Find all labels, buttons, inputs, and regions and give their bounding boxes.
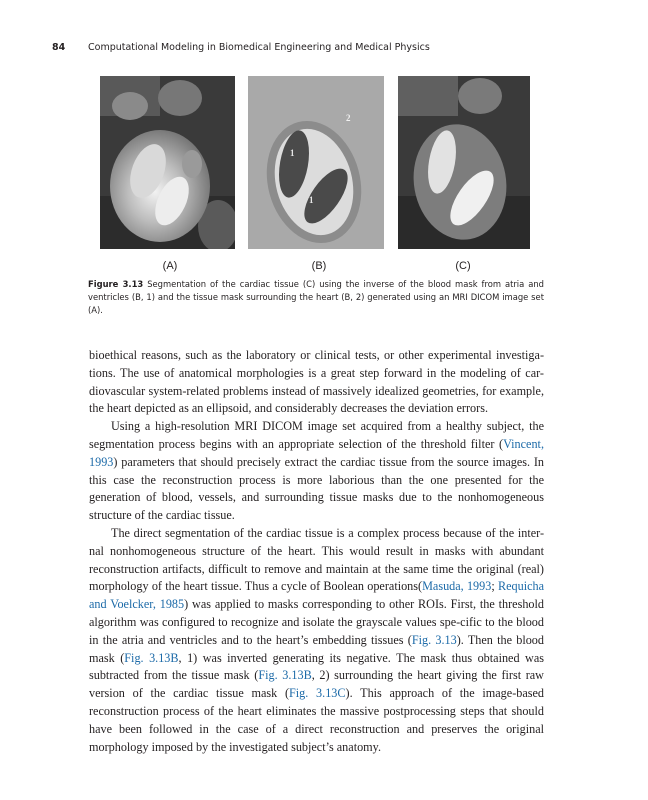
caption-text: Segmentation of the cardiac tissue (C) using the inverse of the blood mask from atria and ventricles (B, 1) and the tissue mask surrounding the heart (B, 2) generated using an MRI DICOM image set (A). [88,279,544,315]
figure-link[interactable]: Fig. 3.13B [124,650,179,665]
panel-label-a: (A) [162,260,178,272]
panel-c-cardiac-tissue [398,76,530,249]
citation-link[interactable]: Vincent, 1993 [89,436,544,469]
figure-link[interactable]: Fig. 3.13 [411,632,457,647]
caption-label: Figure 3.13 [88,279,144,289]
figure-link[interactable]: Fig. 3.13B [258,668,312,683]
region-label-blood-ventricle: 1 [309,195,314,205]
paragraph-2: Using a high-resolution MRI DICOM image set acquired from a healthy subject, the segmentation process begins with an appropriate selection of the threshold filter (Vincent, 1993) parameters that should precisely extract the cardiac tissue from the source images. In this case the reconstruction process is more laborious than the one presented for the generation of blood, vessels, and surrounding tissue masks due to the nonhomogeneous structure of the cardiac tissue. [89,419,544,523]
mri-image-a [100,76,235,249]
citation-link[interactable]: Requicha and Voelcker, 1985 [89,579,544,612]
body-text [89,347,544,756]
mask-image-b [248,76,384,249]
paragraph-1: bioethical reasons, such as the laboratory or clinical tests, or other experimental investiga-tions. The use of anatomical morphologies is a great step forward in the modeling of car-diovascular system-related problems instead of massively idealized geometries, for example, the heart depicted as an ellipsoid, and considerably decreases the deviation errors. [89,348,544,416]
running-header [52,42,572,53]
page-number: 84 [52,42,66,53]
region-label-tissue: 2 [346,113,351,123]
figure-3-13 [100,76,542,254]
figure-caption [88,278,544,317]
panel-label-b: (B) [311,260,327,272]
region-label-blood-atria: 1 [290,148,295,158]
running-title: Computational Modeling in Biomedical Engineering and Medical Physics [88,42,430,53]
panel-b-masks [248,76,384,249]
figure-link[interactable]: Fig. 3.13C [289,686,346,701]
citation-link[interactable]: Masuda, 1993 [422,579,492,594]
paragraph-3: The direct segmentation of the cardiac tissue is a complex process because of the inter-nal nonhomogeneous structure of the heart. This would result in masks with abundant reconstruction artifacts, difficult to remove and maintain at the same time the original (real) morphology of the heart tissue. Thus a cycle of Boolean operations(Masuda, 1993; Requicha and Voelcker, 1985) was applied to masks corresponding to other ROIs. First, the threshold algorithm was configured to recognize and isolate the grayscale values spe-cific to the blood in the atria and ventricles and to the heart’s embedding tissues (Fig. 3.13). Then the blood mask (Fig. 3.13B, 1) was inverted generating its negative. The mask thus obtained was subtracted from the tissue mask (Fig. 3.13B, 2) surrounding the heart giving the first raw version of the cardiac tissue mask (Fig. 3.13C). This approach of the image-based reconstruction process of the heart eliminates the massive postprocessing steps that should have been followed in the case of a direct reconstruction and preserves the original morphology imposed by the investigated subject’s anatomy. [89,525,544,754]
overlay-image-c [398,76,530,249]
panel-a-mri-image [100,76,235,249]
panel-label-c: (C) [455,260,471,272]
